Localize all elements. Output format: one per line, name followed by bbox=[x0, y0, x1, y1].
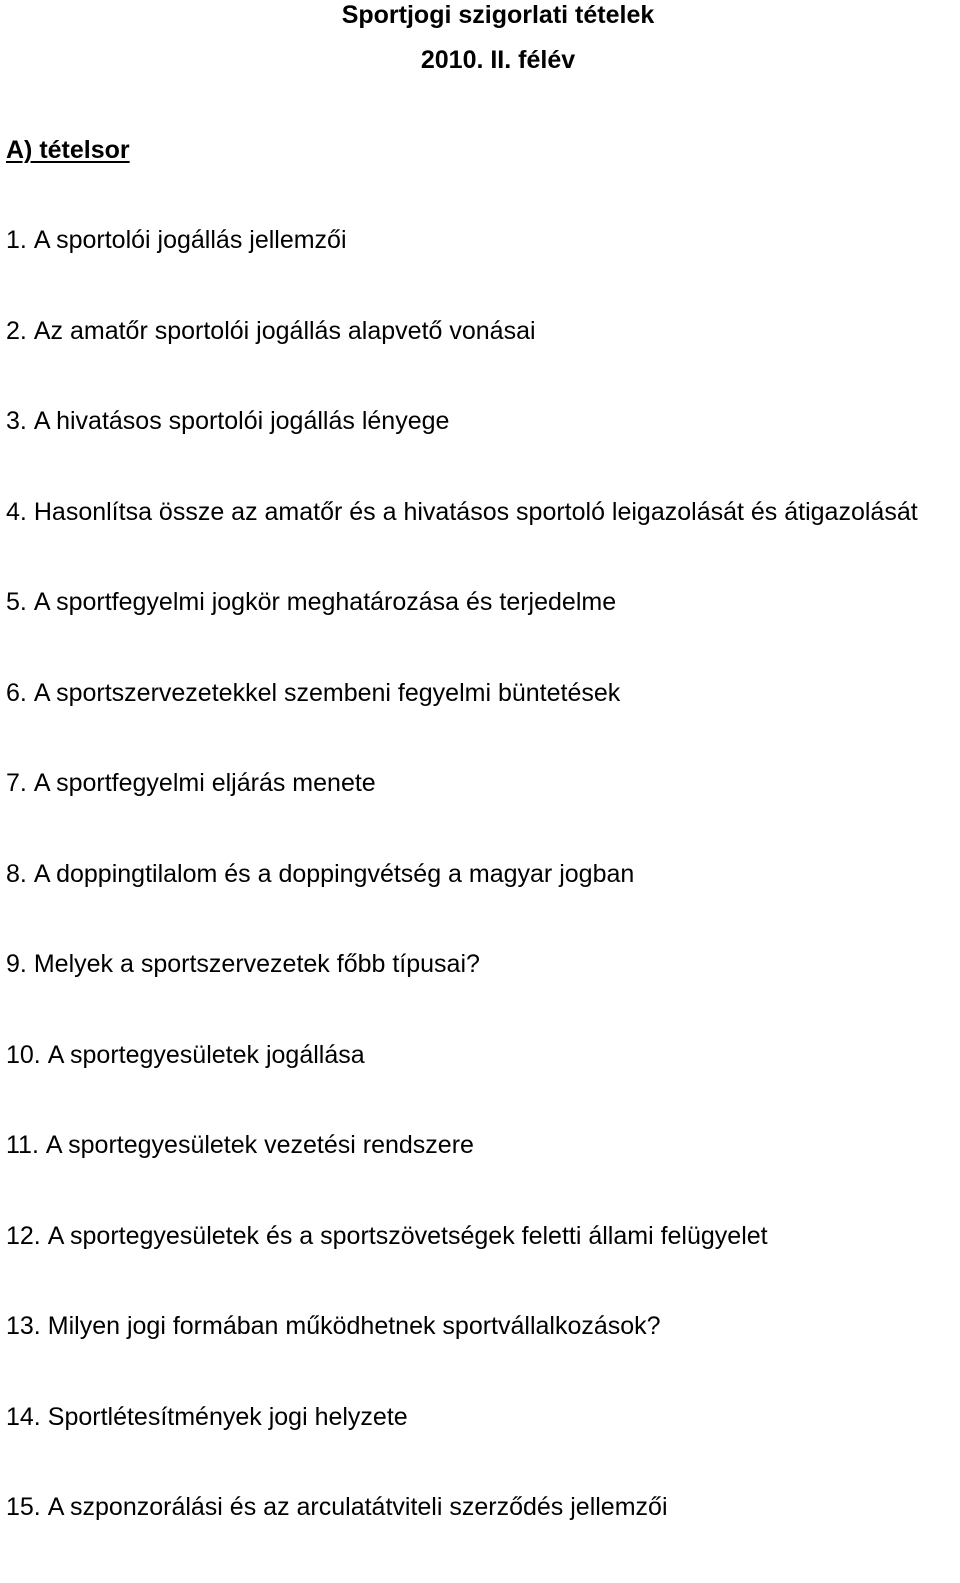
item-number: 3. bbox=[6, 407, 27, 435]
item-number: 4. bbox=[6, 497, 27, 526]
list-item bbox=[6, 949, 918, 1040]
item-text: A sportegyesületek jogállása bbox=[47, 1040, 365, 1069]
item-text: A szponzorálási és az arculatátviteli szerződés jellemzői bbox=[47, 1493, 668, 1521]
list-item bbox=[6, 1402, 918, 1493]
item-text: A sportolói jogállás jellemzői bbox=[33, 226, 347, 254]
item-number: 1. bbox=[6, 226, 27, 254]
item-text: A doppingtilalom és a doppingvétség a magyar jogban bbox=[33, 859, 635, 888]
item-number: 5. bbox=[6, 588, 27, 616]
item-text: A sportfegyelmi eljárás menete bbox=[33, 769, 376, 797]
topic-list bbox=[6, 225, 918, 1583]
item-number: 12. bbox=[6, 1221, 41, 1250]
item-text: Milyen jogi formában működhetnek sportvállalkozások? bbox=[47, 1312, 661, 1340]
item-number: 8. bbox=[6, 859, 27, 888]
list-item bbox=[6, 1311, 918, 1402]
list-item bbox=[6, 768, 918, 859]
list-item bbox=[6, 497, 918, 588]
item-text: A hivatásos sportolói jogállás lényege bbox=[33, 407, 450, 435]
item-text: A sportegyesületek és a sportszövetségek feletti állami felügyelet bbox=[47, 1221, 768, 1250]
item-number: 9. bbox=[6, 950, 27, 978]
item-number: 11. bbox=[6, 1131, 39, 1159]
item-number: 6. bbox=[6, 678, 27, 707]
list-item bbox=[6, 1221, 918, 1312]
section-heading: A) tételsor bbox=[6, 136, 130, 164]
item-number: 2. bbox=[6, 316, 27, 345]
list-item bbox=[6, 678, 918, 769]
item-text: Melyek a sportszervezetek főbb típusai? bbox=[33, 950, 480, 978]
item-text: A sportfegyelmi jogkör meghatározása és terjedelme bbox=[33, 588, 617, 616]
list-item bbox=[6, 316, 918, 407]
document-subtitle: 2010. II. félév bbox=[420, 46, 576, 74]
list-item bbox=[6, 1040, 918, 1131]
item-text: Az amatőr sportolói jogállás alapvető vonásai bbox=[33, 316, 536, 345]
document-title: Sportjogi szigorlati tételek bbox=[341, 1, 655, 29]
item-text: A sportegyesületek vezetési rendszere bbox=[45, 1131, 474, 1159]
item-text: Hasonlítsa össze az amatőr és a hivatásos sportoló leigazolását és átigazolását bbox=[33, 497, 918, 526]
list-item bbox=[6, 587, 918, 678]
item-number: 10. bbox=[6, 1040, 41, 1069]
list-item bbox=[6, 225, 918, 316]
item-text: Sportlétesítmények jogi helyzete bbox=[47, 1402, 408, 1431]
item-number: 7. bbox=[6, 769, 27, 797]
item-number: 14. bbox=[6, 1402, 41, 1431]
list-item bbox=[6, 406, 918, 497]
list-item bbox=[6, 1492, 918, 1583]
list-item bbox=[6, 859, 918, 950]
list-item bbox=[6, 1130, 918, 1221]
item-number: 15. bbox=[6, 1493, 41, 1521]
item-number: 13. bbox=[6, 1312, 41, 1340]
item-text: A sportszervezetekkel szembeni fegyelmi büntetések bbox=[33, 678, 621, 707]
